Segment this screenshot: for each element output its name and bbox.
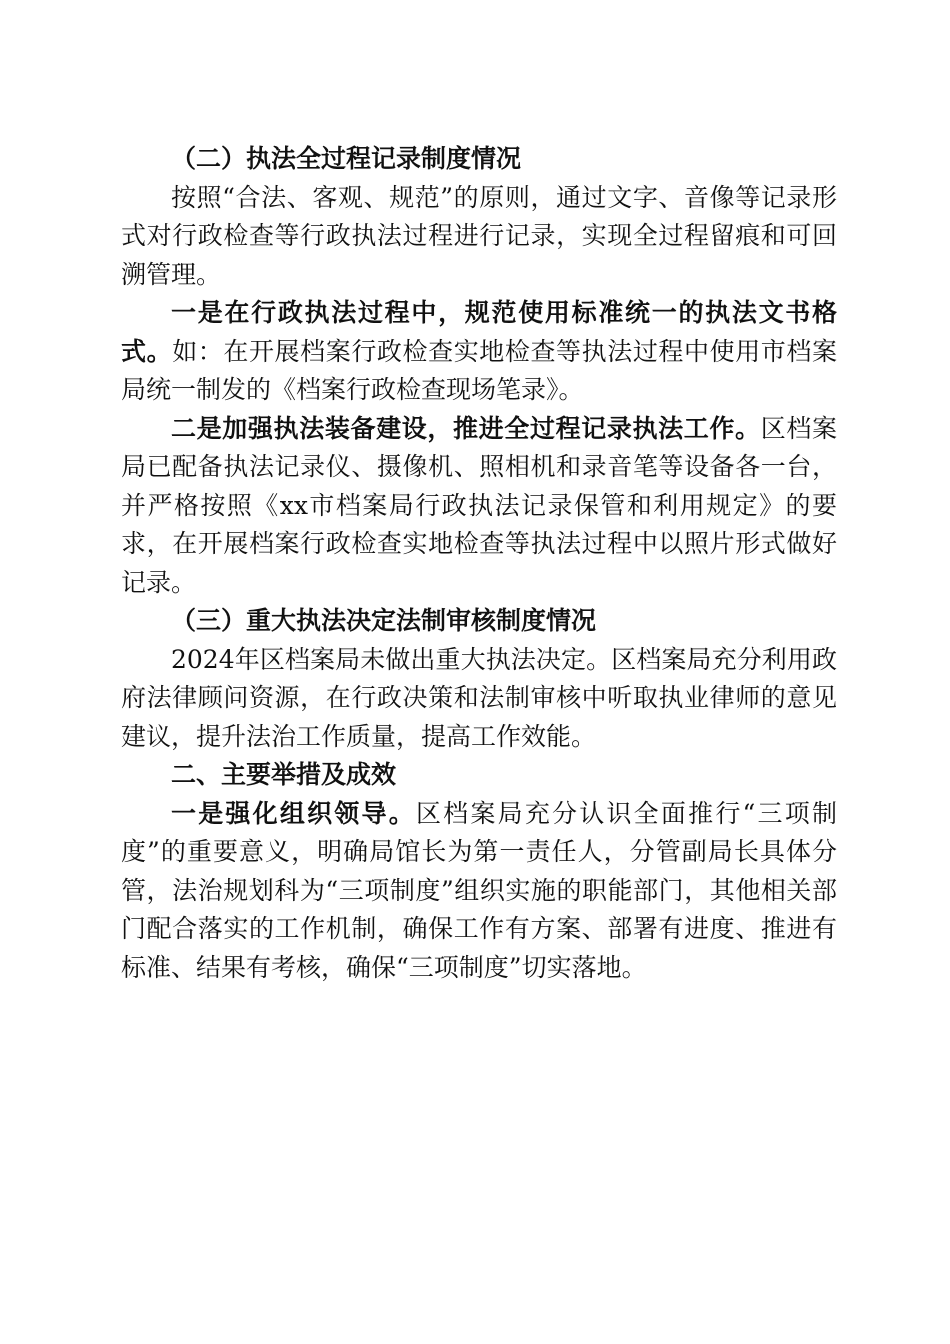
paragraph-review <box>121 641 837 757</box>
paragraph-record-item-2 <box>121 410 837 603</box>
paragraph-measures-item-1 <box>121 795 837 988</box>
document-body <box>121 140 837 987</box>
section-heading-measures <box>121 756 837 795</box>
subsection-heading-3 <box>121 602 837 641</box>
paragraph-record-intro-text: 按照“合法、客观、规范”的原则，通过文字、音像等记录形式对行政检查等行政执法过程进行记录，实现全过程留痕和可回溯管理。 <box>121 182 837 289</box>
paragraph-review-text: 2024年区档案局未做出重大执法决定。区档案局充分利用政府法律顾问资源，在行政决策和法制审核中听取执业律师的意见建议，提升法治工作质量，提高工作效能。 <box>121 644 837 751</box>
section-heading-measures-text: 二、主要举措及成效 <box>171 760 397 789</box>
subsection-heading-2 <box>121 140 837 179</box>
paragraph-record-item-2-body: 区档案局已配备执法记录仪、摄像机、照相机和录音笔等设备各一台，并严格按照《xx市档案局行政执法记录保管和利用规定》的要求，在开展档案行政检查实地检查等执法过程中以照片形式做好记录。 <box>121 413 837 597</box>
paragraph-record-item-1-body: 如：在开展档案行政检查实地检查等执法过程中使用市档案局统一制发的《档案行政检查现场笔录》。 <box>121 336 837 404</box>
paragraph-record-item-1 <box>121 294 837 410</box>
paragraph-record-item-1-lead: 一是在行政执法过程中，规范使用标准统一的执法文书格式。 <box>121 298 837 366</box>
paragraph-measures-item-1-body: 区档案局充分认识全面推行“三项制度”的重要意义，明确局馆长为第一责任人，分管副局长具体分管，法治规划科为“三项制度”组织实施的职能部门，其他相关部门配合落实的工作机制，确保工作有方案、部署有进度、推进有标准、结果有考核，确保“三项制度”切实落地。 <box>121 798 837 982</box>
paragraph-measures-item-1-lead: 一是强化组织领导。 <box>171 798 416 828</box>
subsection-heading-3-text: （三）重大执法决定法制审核制度情况 <box>171 606 597 635</box>
paragraph-record-item-2-lead: 二是加强执法装备建设，推进全过程记录执法工作。 <box>171 413 761 443</box>
subsection-heading-2-text: （二）执法全过程记录制度情况 <box>171 144 522 173</box>
paragraph-record-intro <box>121 179 837 295</box>
